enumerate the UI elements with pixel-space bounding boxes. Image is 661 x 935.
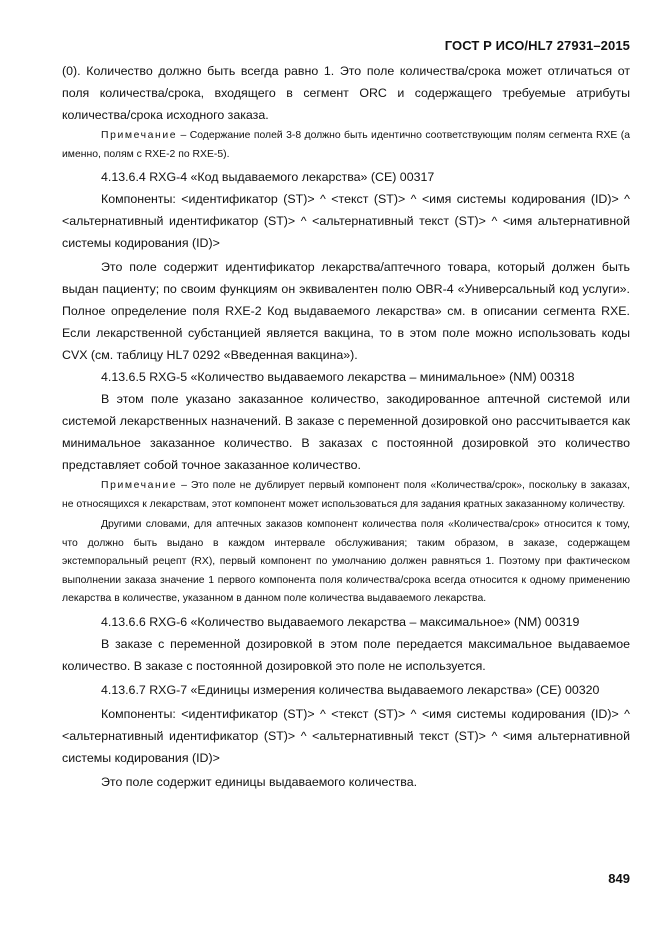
section-heading-4-13-6-5: 4.13.6.5 RXG-5 «Количество выдаваемого лекарства – минимальное» (NM) 00318 bbox=[101, 370, 575, 384]
note-2 bbox=[62, 477, 630, 514]
note-2-continuation: Другими словами, для аптечных заказов компонент количества поля «Количества/срок» относится к тому, что должно быть выдано в каждом интервале обслуживания; таким образом, в заказе, содержащем экстемпоральный рецепт (RX), первый компонент по умолчанию должен равняться 1. Поэтому при фактическом выполнении заказа значение 1 первого компонента поля количества/срока всегда относится к одному применению лекарства в количестве, указанном в данном поле количества выдаваемого лекарства. bbox=[62, 519, 630, 604]
paragraph-rxg7-description: Это поле содержит единицы выдаваемого количества. bbox=[101, 774, 418, 789]
components-paragraph-rxg7: Компоненты: <идентификатор (ST)> ^ <текст (ST)> ^ <имя системы кодирования (ID)> ^ <альтернативный идентификатор (ST)> ^ <альтернативный текст (ST)> ^ <имя альтернативной системы кодирования (ID)> bbox=[62, 706, 630, 765]
paragraph-rxg6-description: В заказе с переменной дозировкой в этом поле передается максимальное выдаваемое количество. В заказе с постоянной дозировкой это поле не используется. bbox=[62, 636, 630, 673]
paragraph-rxg4-description: Это поле содержит идентификатор лекарства/аптечного товара, который должен быть выдан пациенту; по своим функциям он эквивалентен полю OBR-4 «Универсальный код услуги». Полное определение поля RXE-2 Код выдаваемого лекарства» см. в описании сегмента RXE. Если лекарственной субстанцией является вакцина, то в этом поле можно использовать коды CVX (см. таблицу HL7 0292 «Введенная вакцина»). bbox=[62, 260, 630, 362]
components-paragraph-rxg4: Компоненты: <идентификатор (ST)> ^ <текст (ST)> ^ <имя системы кодирования (ID)> ^ <альтернативный идентификатор (ST)> ^ <альтернативный текст (ST)> ^ <имя альтернативной системы кодирования (ID)> bbox=[62, 192, 630, 250]
paragraph-rxg5-description: В этом поле указано заказанное количество, закодированное аптечной системой или системой лекарственных назначений. В заказе с переменной дозировкой оно рассчитывается как минимальное заказанное количество. В заказах с постоянной дозировкой это количество представляет собой точное заказанное количество. bbox=[62, 392, 630, 472]
note-1 bbox=[62, 127, 630, 164]
note-label: Примечание bbox=[101, 130, 178, 141]
page-number: 849 bbox=[608, 871, 630, 886]
note-text: – Это поле не дублирует первый компонент поля «Количества/срок», поскольку в заказах, не относящихся к лекарствам, этот компонент может использоваться для задания кратных заказанному количеству. bbox=[62, 480, 630, 510]
paragraph-continuation: (0). Количество должно быть всегда равно 1. Это поле количества/срока может отличаться от поля количества/срока, входящего в сегмент ORC и содержащего требуемые атрибуты количества/срока исходного заказа. bbox=[62, 64, 630, 122]
document-body bbox=[62, 60, 630, 793]
section-heading-4-13-6-7: 4.13.6.7 RXG-7 «Единицы измерения количества выдаваемого лекарства» (CE) 00320 bbox=[101, 682, 600, 697]
note-label: Примечание bbox=[101, 480, 178, 491]
note-text: – Содержание полей 3-8 должно быть идентично соответствующим полям сегмента RXE (а именно, полям с RXE-2 по RXE-5). bbox=[62, 130, 630, 160]
page-header: ГОСТ Р ИСО/HL7 27931–2015 bbox=[444, 38, 630, 53]
section-heading-4-13-6-6: 4.13.6.6 RXG-6 «Количество выдаваемого лекарства – максимальное» (NM) 00319 bbox=[101, 614, 580, 629]
section-heading-4-13-6-4: 4.13.6.4 RXG-4 «Код выдаваемого лекарства» (CE) 00317 bbox=[101, 170, 435, 184]
